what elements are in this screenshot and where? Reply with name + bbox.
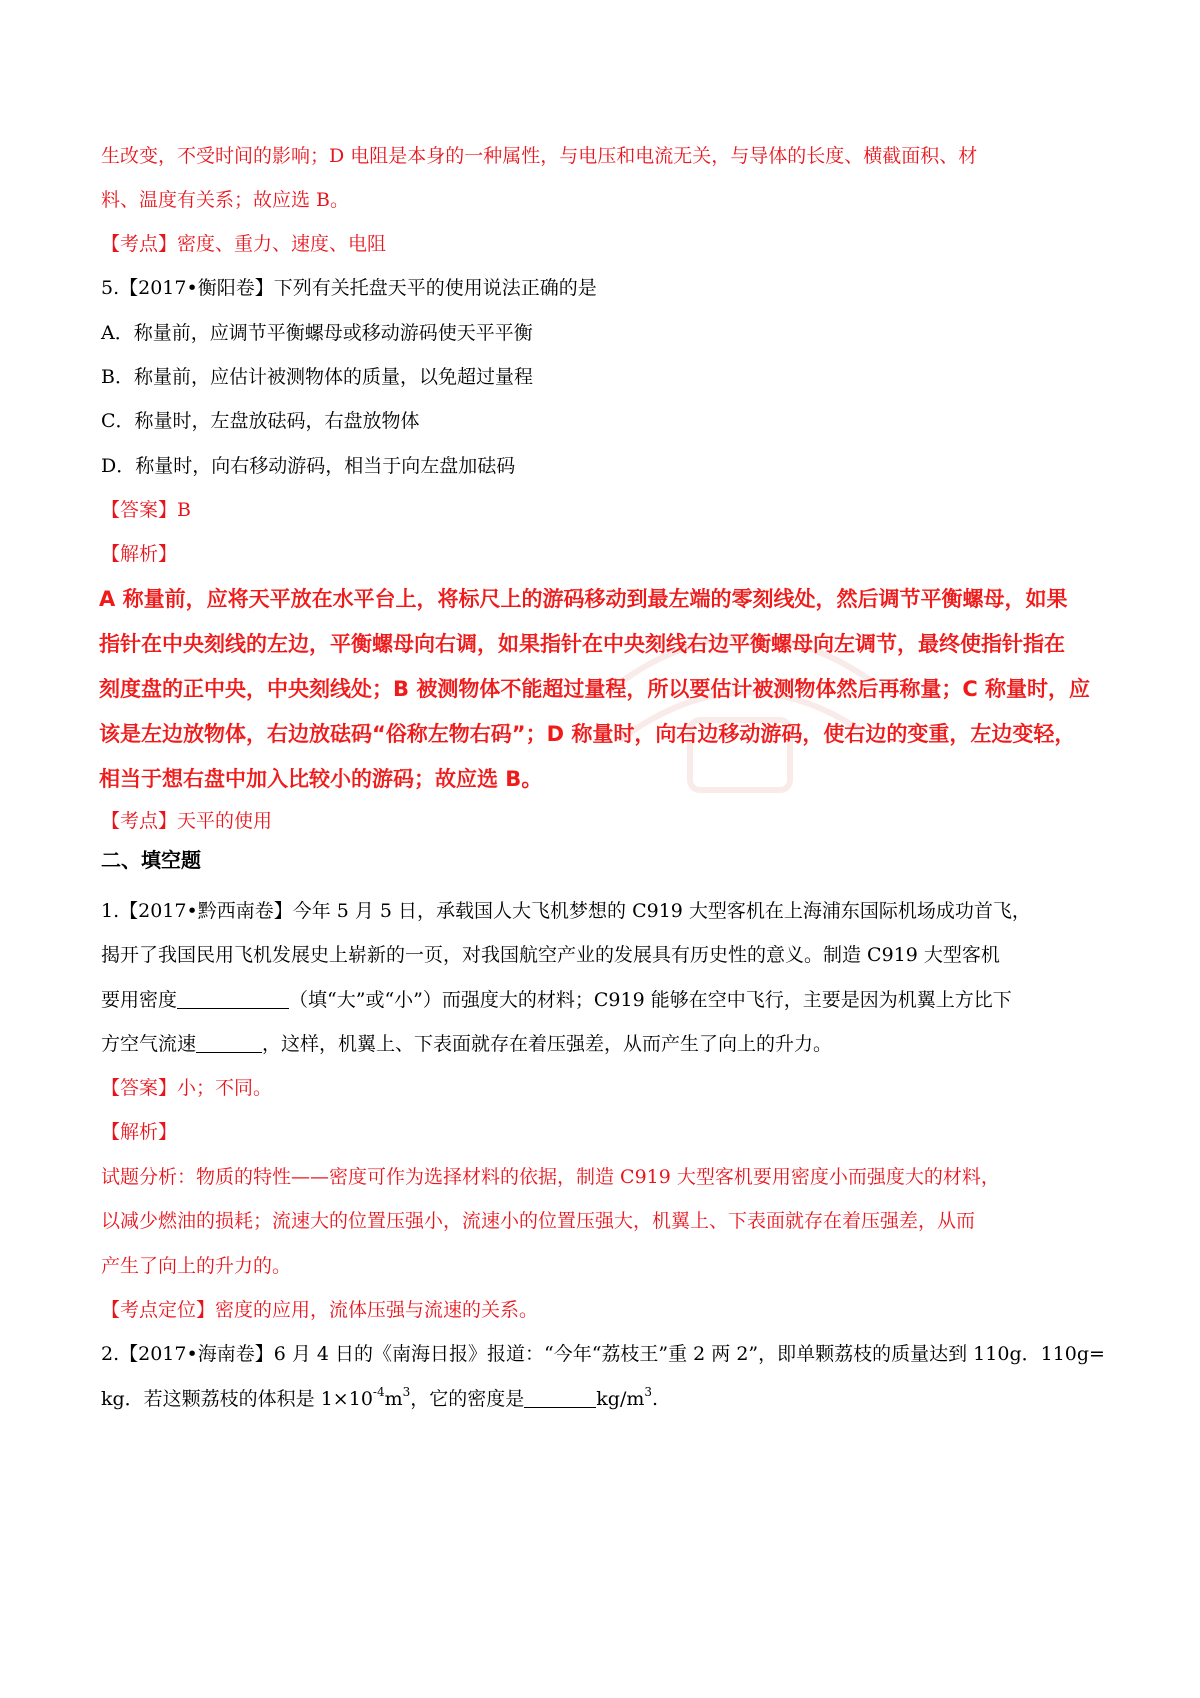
fill1-analysis-line-3: 产生了向上的升力的。 <box>101 1255 292 1277</box>
unit-kg-m3: kg/m <box>596 1388 645 1410</box>
q5-analysis-line-2: 指针在中央刻线的左边，平衡螺母向右调，如果指针在中央刻线右边平衡螺母向左调节，最终使指针指在 <box>99 632 1065 656</box>
answer-blank[interactable] <box>196 1032 262 1053</box>
q5-stem: 5.【2017•衡阳卷】下列有关托盘天平的使用说法正确的是 <box>101 277 597 299</box>
unit-m: m <box>384 1388 403 1410</box>
fill2-line-1: 2.【2017•海南卷】6 月 4 日的《南海日报》报道：“今年“荔枝王”重 2 两 2”，即单颗荔枝的质量达到 110g．110g= <box>101 1343 1105 1365</box>
answer-label: 【答案】 <box>101 499 178 521</box>
q5-kaodian-row <box>101 808 1101 834</box>
fill1-text: 方空气流速 <box>101 1033 197 1055</box>
section-heading: 二、填空题 <box>101 848 201 872</box>
q5-option-a: A．称量前，应调节平衡螺母或移动游码使天平平衡 <box>101 322 533 344</box>
fill1-text: ，这样，机翼上、下表面就存在着压强差，从而产生了向上的升力。 <box>262 1033 833 1055</box>
kaodian-text: 天平的使用 <box>177 810 273 832</box>
fill1-kaodian-row <box>101 1297 1101 1323</box>
kaodian-label: 【考点】 <box>101 810 178 832</box>
fill1-line-3 <box>101 987 1101 1013</box>
answer-blank[interactable] <box>524 1387 596 1408</box>
fill2-text: ，它的密度是 <box>410 1388 525 1410</box>
exponent: -4 <box>372 1385 385 1399</box>
answer-blank[interactable] <box>177 988 289 1009</box>
exponent: 3 <box>402 1385 411 1399</box>
q5-analysis-line-4: 该是左边放物体，右边放砝码“俗称左物右码”；D 称量时，向右边移动游码，使右边的变重，左边变轻， <box>99 722 1076 746</box>
prev-analysis-line-2: 料、温度有关系；故应选 B。 <box>101 189 350 211</box>
answer-label: 【答案】 <box>101 1077 178 1099</box>
fill1-line-1: 1.【2017•黔西南卷】今年 5 月 5 日，承载国人大飞机梦想的 C919 大型客机在上海浦东国际机场成功首飞， <box>101 900 1031 922</box>
q5-option-d: D．称量时，向右移动游码，相当于向左盘加砝码 <box>101 455 516 477</box>
answer-value: 小；不同。 <box>177 1077 273 1099</box>
kaodian-text: 密度、重力、速度、电阻 <box>177 233 387 255</box>
fill1-analysis-line-1: 试题分析：物质的特性——密度可作为选择材料的依据，制造 C919 大型客机要用密度小而强度大的材料， <box>101 1166 1000 1188</box>
fill1-text: （填“大”或“小”）而强度大的材料；C919 能够在空中飞行，主要是因为机翼上方比下 <box>289 989 1012 1011</box>
q5-option-b: B．称量前，应估计被测物体的质量，以免超过量程 <box>101 366 533 388</box>
kaodian-label: 【考点定位】 <box>101 1299 216 1321</box>
kaodian-text: 密度的应用，流体压强与流速的关系。 <box>215 1299 539 1321</box>
q5-option-c: C．称量时，左盘放砝码，右盘放物体 <box>101 410 420 432</box>
q5-answer-row <box>101 497 1101 523</box>
fill1-line-2: 揭开了我国民用飞机发展史上崭新的一页，对我国航空产业的发展具有历史性的意义。制造 C919 大型客机 <box>101 944 1000 966</box>
q5-analysis-label: 【解析】 <box>101 543 178 565</box>
exponent: 3 <box>644 1385 653 1399</box>
fill1-analysis-label: 【解析】 <box>101 1121 178 1143</box>
kaodian-label: 【考点】 <box>101 233 178 255</box>
fill2-text: kg．若这颗荔枝的体积是 1×10 <box>101 1388 373 1410</box>
fill1-text: 要用密度 <box>101 989 178 1011</box>
fill2-text: . <box>652 1388 659 1410</box>
kaodian-row-a <box>101 231 1101 257</box>
q5-analysis-line-5: 相当于想右盘中加入比较小的游码；故应选 B。 <box>99 767 543 791</box>
answer-value: B <box>177 499 191 521</box>
fill1-analysis-line-2: 以减少燃油的损耗；流速大的位置压强小，流速小的位置压强大，机翼上、下表面就存在着压强差，从而 <box>101 1210 976 1232</box>
fill1-line-4 <box>101 1031 1101 1057</box>
q5-analysis-line-1: A 称量前，应将天平放在水平台上，将标尺上的游码移动到最左端的零刻线处，然后调节平衡螺母，如果 <box>99 587 1068 611</box>
prev-analysis-line-1: 生改变，不受时间的影响；D 电阻是本身的一种属性，与电压和电流无关，与导体的长度、横截面积、材 <box>101 145 978 167</box>
fill1-answer-row <box>101 1075 1101 1101</box>
fill2-line-2 <box>101 1386 1101 1412</box>
q5-analysis-line-3: 刻度盘的正中央，中央刻线处；B 被测物体不能超过量程，所以要估计被测物体然后再称量；C 称量时，应 <box>99 677 1091 701</box>
